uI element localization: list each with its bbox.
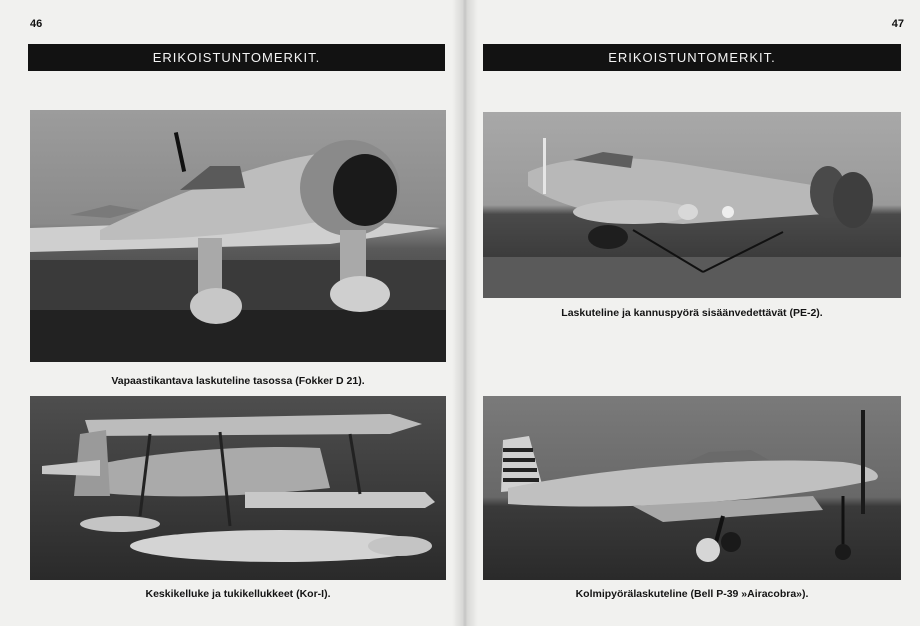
page-number-right: 47	[891, 18, 904, 30]
floatplane-biplane-photo-icon	[30, 396, 446, 580]
section-banner-right	[483, 44, 901, 71]
photo-pe-2	[483, 112, 901, 298]
caption-fokker: Vapaastikantava laskuteline tasossa (Fokker D 21).	[111, 375, 365, 387]
section-banner-left	[28, 44, 445, 71]
banner-title-left: ERIKOISTUNTOMERKIT.	[152, 50, 321, 65]
photo-fokker-d21	[30, 110, 446, 362]
page-number-left: 46	[30, 18, 43, 30]
tricycle-gear-fighter-photo-icon	[483, 396, 901, 580]
right-page	[462, 0, 920, 626]
caption-kor-1: Keskikelluke ja tukikellukkeet (Kor-I).	[145, 588, 331, 600]
monoplane-fixed-gear-photo-icon	[30, 110, 446, 362]
caption-pe-2: Laskuteline ja kannuspyörä sisäänvedettävät (PE-2).	[561, 307, 823, 319]
caption-bell-p-39: Kolmipyörälaskuteline (Bell P-39 »Airacobra»).	[575, 588, 809, 600]
book-gutter	[452, 0, 478, 626]
banner-title-right: ERIKOISTUNTOMERKIT.	[608, 50, 776, 65]
twin-engine-bomber-photo-icon	[483, 112, 901, 298]
photo-bell-p-39	[483, 396, 901, 580]
photo-kor-1	[30, 396, 446, 580]
